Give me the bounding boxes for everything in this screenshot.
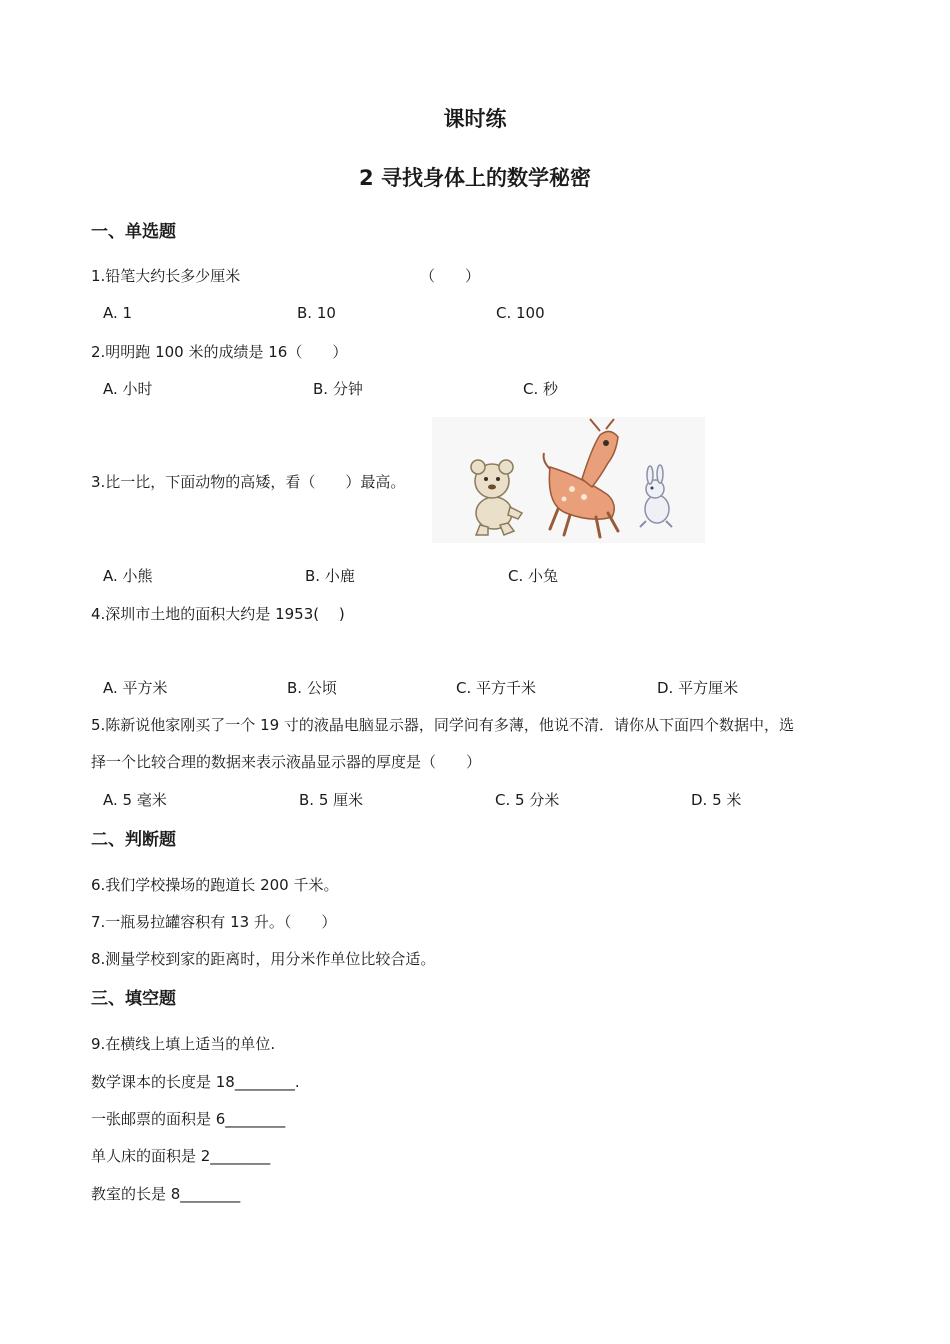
q2-option-a: A. 小时 xyxy=(103,380,153,398)
question-2: 2.明明跑 100 米的成绩是 16（ ） xyxy=(91,343,348,361)
q3-option-a: A. 小熊 xyxy=(103,567,153,585)
q3-option-c: C. 小兔 xyxy=(508,567,559,585)
deer-icon xyxy=(544,419,618,537)
question-1: 1.铅笔大约长多少厘米 xyxy=(91,267,241,285)
q4-option-d: D. 平方厘米 xyxy=(657,679,739,697)
q5-option-d: D. 5 米 xyxy=(691,791,742,809)
q4-option-a: A. 平方米 xyxy=(103,679,168,697)
question-5-line2: 择一个比较合理的数据来表示液晶显示器的厚度是（ ） xyxy=(91,753,482,771)
q9-blank-line: 数学课本的长度是 18________. xyxy=(91,1073,300,1091)
animals-image xyxy=(432,417,705,543)
q3-option-b: B. 小鹿 xyxy=(305,567,355,585)
question-5-line1: 5.陈新说他家刚买了一个 19 寸的液晶电脑显示器，同学问有多薄，他说不清．请你从下面四个数据中，选 xyxy=(91,716,794,734)
q1-option-c: C. 100 xyxy=(496,304,545,322)
q5-option-a: A. 5 毫米 xyxy=(103,791,167,809)
page-subtitle: 2 寻找身体上的数学秘密 xyxy=(359,166,591,190)
q2-option-c: C. 秒 xyxy=(523,380,559,398)
question-7: 7.一瓶易拉罐容积有 13 升。（ ） xyxy=(91,913,337,931)
section-heading-single-choice: 一、单选题 xyxy=(91,222,176,242)
q5-option-c: C. 5 分米 xyxy=(495,791,560,809)
q1-option-b: B. 10 xyxy=(297,304,336,322)
q5-option-b: B. 5 厘米 xyxy=(299,791,364,809)
question-9: 9.在横线上填上适当的单位. xyxy=(91,1035,276,1053)
question-6: 6.我们学校操场的跑道长 200 千米。 xyxy=(91,876,339,894)
question-3: 3.比一比，下面动物的高矮，看（ ）最高。 xyxy=(91,473,406,491)
animals-illustration-icon xyxy=(432,417,705,543)
question-4: 4.深圳市土地的面积大约是 1953( ) xyxy=(91,605,345,623)
q9-blank-line: 单人床的面积是 2________ xyxy=(91,1147,271,1165)
section-heading-true-false: 二、判断题 xyxy=(91,830,176,850)
question-8: 8.测量学校到家的距离时，用分米作单位比较合适。 xyxy=(91,950,436,968)
q9-blank-line: 一张邮票的面积是 6________ xyxy=(91,1110,286,1128)
q1-option-a: A. 1 xyxy=(103,304,133,322)
q2-option-b: B. 分钟 xyxy=(313,380,363,398)
section-heading-fill-blank: 三、填空题 xyxy=(91,989,176,1009)
bear-icon xyxy=(471,460,522,535)
q9-blank-line: 教室的长是 8________ xyxy=(91,1185,241,1203)
rabbit-icon xyxy=(640,465,672,527)
question-1-paren: （ ） xyxy=(420,267,481,285)
page-title: 课时练 xyxy=(443,107,507,131)
q4-option-b: B. 公顷 xyxy=(287,679,337,697)
q4-option-c: C. 平方千米 xyxy=(456,679,537,697)
